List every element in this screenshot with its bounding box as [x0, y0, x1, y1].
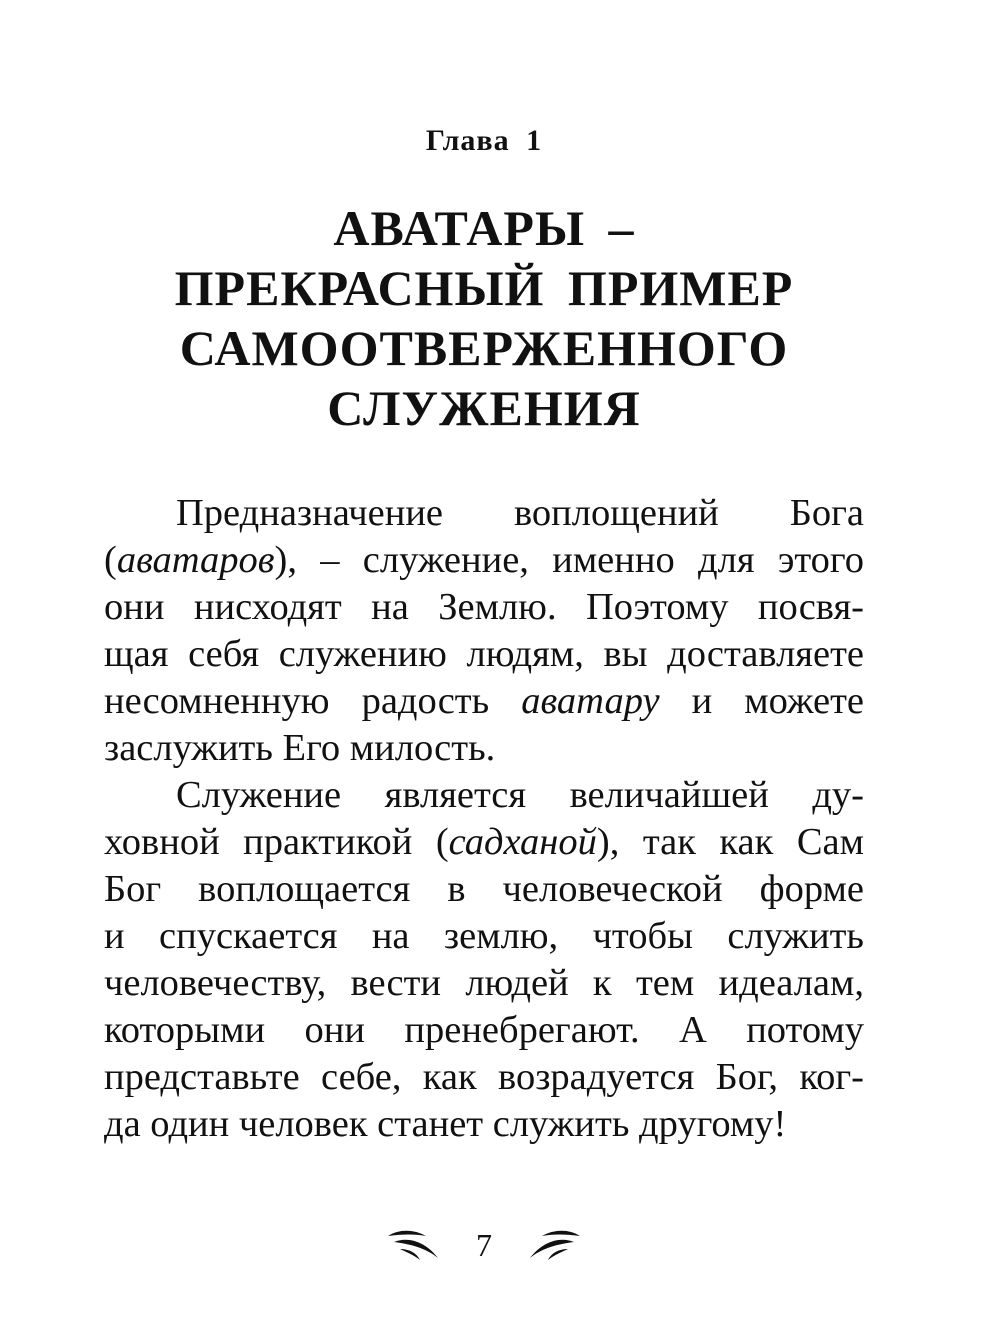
text-line	[104, 584, 864, 631]
text-line	[104, 960, 864, 1007]
chapter-label: Глава 1	[425, 124, 543, 157]
text-run: ховной практикой (	[104, 821, 449, 863]
chapter-title-line: САМООТВЕРЖЕННОГО	[179, 320, 789, 376]
text-run: и можете	[659, 680, 864, 722]
text-line	[104, 490, 864, 537]
text-line	[104, 772, 864, 819]
italic-term: аватару	[521, 680, 660, 722]
paragraph	[104, 490, 864, 772]
text-line	[104, 913, 864, 960]
text-run: ), так как Сам	[596, 821, 864, 863]
text-line	[104, 678, 864, 725]
text-line	[104, 1101, 864, 1148]
text-line	[104, 1007, 864, 1054]
text-line	[104, 866, 864, 913]
chapter-title-line: ПРЕКРАСНЫЙ ПРИМЕР	[174, 260, 794, 316]
text-run: и спускается на землю, чтобы служить	[104, 915, 864, 957]
text-run: (	[104, 539, 117, 581]
italic-term: аватаров	[116, 539, 275, 581]
text-run: они нисходят на Землю. Поэтому посвя-	[104, 586, 864, 628]
chapter-title-line: АВАТАРЫ –	[333, 200, 635, 256]
text-run: Служение является величайшей ду-	[176, 774, 864, 816]
italic-term: садханой	[448, 821, 597, 863]
page-footer	[0, 1212, 968, 1272]
paragraph	[104, 772, 864, 1148]
text-run: щая себя служению людям, вы доставляете	[104, 633, 864, 675]
text-run: которыми они пренебрегают. А потому	[104, 1009, 864, 1051]
text-run: несомненную радость	[104, 680, 522, 722]
text-run: человечеству, вести людей к тем идеалам,	[104, 962, 864, 1004]
text-run: да один человек станет служить другому!	[104, 1103, 787, 1145]
text-run: ), – служение, именно для этого	[274, 539, 864, 581]
leaf-ornament-right-icon	[526, 1222, 582, 1262]
text-line	[104, 819, 864, 866]
text-run: Бог воплощается в человеческой форме	[104, 868, 864, 910]
leaf-ornament-left-icon	[386, 1222, 442, 1262]
text-line	[104, 725, 864, 772]
text-line	[104, 1054, 864, 1101]
page-number: 7	[476, 1227, 492, 1263]
text-line	[104, 537, 864, 584]
body-text	[104, 490, 864, 1148]
text-line	[104, 631, 864, 678]
chapter-title-line: СЛУЖЕНИЯ	[327, 380, 641, 436]
text-run: заслужить Его милость.	[104, 727, 496, 769]
text-run: представьте себе, как возрадуется Бог, ког-	[104, 1056, 864, 1098]
chapter-title	[0, 198, 968, 438]
text-run: Предназначение воплощений Бога	[176, 492, 864, 534]
